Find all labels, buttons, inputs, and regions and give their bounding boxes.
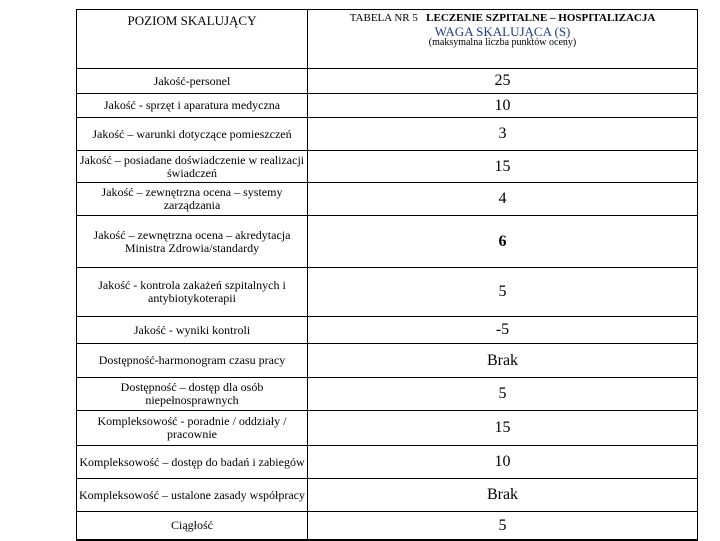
criterion-cell: Jakość – warunki dotyczące pomieszczeń [77,118,308,151]
table-row [77,216,698,268]
weight-note: (maksymalna liczba punktów oceny) [428,37,577,49]
table-row [77,479,698,512]
table-row [77,94,698,118]
weight-value-cell: 5 [308,378,698,411]
criterion-cell: Kompleksowość – dostęp do badań i zabiegów [77,446,308,479]
header-right-cell [308,10,698,69]
table-row [77,446,698,479]
scaling-weights-table [76,9,698,541]
criterion-cell: Jakość – posiadane doświadczenie w realizacji świadczeń [77,151,308,183]
weight-value-cell: 6 [308,216,698,268]
criterion-cell: Jakość-personel [77,69,308,94]
weight-value-cell: 15 [308,151,698,183]
criterion-cell: Kompleksowość - poradnie / oddziały / pracownie [77,411,308,446]
criterion-cell: Ciągłość [77,512,308,540]
weight-value-cell: 5 [308,268,698,317]
weight-value-cell: 10 [308,446,698,479]
criterion-cell: Jakość - kontrola zakażeń szpitalnych i antybiotykoterapii [77,268,308,317]
left-header-title: POZIOM SKALUJĄCY [127,13,257,28]
table-row [77,378,698,411]
weight-value-cell: 25 [308,69,698,94]
criterion-cell: Jakość – zewnętrzna ocena – akredytacja Ministra Zdrowia/standardy [77,216,308,268]
weight-value-cell: 4 [308,183,698,216]
table-row [77,411,698,446]
table-row [77,512,698,540]
table-row [77,118,698,151]
criterion-cell: Jakość – zewnętrzna ocena – systemy zarządzania [77,183,308,216]
table-title: LECZENIE SZPITALNE – HOSPITALIZACJA [426,12,656,24]
weight-value-cell: Brak [308,344,698,378]
criterion-cell: Kompleksowość – ustalone zasady współpracy [77,479,308,512]
criterion-cell: Dostępność – dostęp dla osób niepełnosprawnych [77,378,308,411]
table-row [77,151,698,183]
criterion-cell: Jakość - wyniki kontroli [77,317,308,344]
weight-value-cell: 10 [308,94,698,118]
weight-value-cell: 15 [308,411,698,446]
table-row [77,183,698,216]
weight-title: WAGA SKALUJĄCA (S) [434,23,571,39]
table-label: TABELA NR 5 [349,12,418,24]
weight-value-cell: 5 [308,512,698,540]
header-left-cell [77,10,308,69]
table-caption [310,13,695,25]
table-row [77,69,698,94]
table-row [77,344,698,378]
criterion-cell: Dostępność-harmonogram czasu pracy [77,344,308,378]
weight-value-cell: -5 [308,317,698,344]
header-row [77,10,698,69]
criterion-cell: Jakość - sprzęt i aparatura medyczna [77,94,308,118]
weight-value-cell: 3 [308,118,698,151]
table-row [77,317,698,344]
table-row [77,268,698,317]
weight-value-cell: Brak [308,479,698,512]
